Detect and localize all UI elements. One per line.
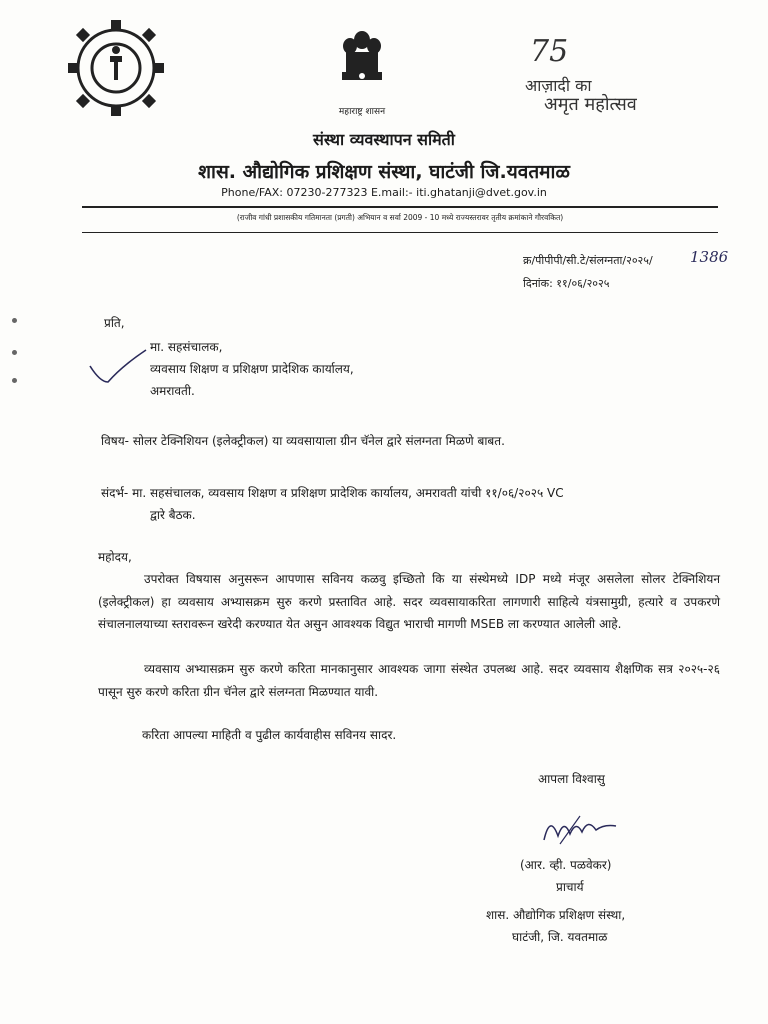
- recipient-line1: मा. सहसंचालक,: [150, 340, 223, 354]
- signatory-designation: प्राचार्य: [556, 880, 584, 894]
- azadi-text: आज़ादी का: [525, 76, 592, 95]
- contact-line: Phone/FAX: 07230-277323 E.mail:- iti.ghatanji@dvet.gov.in: [221, 186, 547, 199]
- recipient-line2: व्यवसाय शिक्षण व प्रशिक्षण प्रादेशिक कार्यालय,: [150, 362, 354, 376]
- recipient-line3: अमरावती.: [150, 384, 195, 398]
- margin-mark: [12, 350, 17, 355]
- handwritten-tick-mark: [88, 346, 148, 386]
- reference-number: क्र/पीपीपी/सी.टे/संलग्नता/२०२५/: [523, 254, 653, 267]
- emblem-caption: महाराष्ट्र शासन: [338, 107, 386, 117]
- body-paragraph-2: व्यवसाय अभ्यासक्रम सुरु करणे करिता मानकानुसार आवश्यक जागा संस्थेत उपलब्ध आहे. सदर व्यवसाय शैक्षणिक सत्र २०२५-२६ पासून सुरु करणे करिता ग्रीन चॅनेल द्वारे संलग्नता मिळण्यात यावी.: [98, 662, 720, 699]
- header-rule: [82, 206, 718, 208]
- margin-mark: [12, 378, 17, 383]
- yours-faithfully: आपला विश्वासु: [538, 772, 605, 786]
- signatory-place: घाटंजी, जि. यवतमाळ: [512, 930, 608, 944]
- letter-date: दिनांक: ११/०६/२०२५: [523, 277, 610, 290]
- handwritten-signature: [540, 808, 620, 848]
- reference-line1: संदर्भ- मा. सहसंचालक, व्यवसाय शिक्षण व प्रशिक्षण प्रादेशिक कार्यालय, अमरावती यांची ११/०६/२०२५ VC: [101, 486, 564, 500]
- margin-mark: [12, 318, 17, 323]
- subject-line: विषय- सोलर टेक्निशियन (इलेक्ट्रीकल) या व्यवसायाला ग्रीन चॅनेल द्वारे संलग्नता मिळणे बाबत.: [101, 434, 505, 448]
- award-banner: (राजीव गांधी प्रशासकीय गतिमानता (प्रगती) अभियान व सर्वा 2009 - 10 मध्ये राज्यस्तरावर तृतीय क्रमांकाने गौरवकित): [236, 213, 564, 222]
- closing-line: करिता आपल्या माहिती व पुढील कार्यवाहीस सविनय सादर.: [142, 728, 397, 742]
- amrit-mahotsav-text: अमृत महोत्सव: [544, 94, 637, 115]
- handwritten-ref-number: 1386: [690, 248, 729, 266]
- state-emblem: [332, 26, 392, 92]
- reference-line2: द्वारे बैठक.: [150, 508, 196, 522]
- org-committee-title: संस्था व्यवस्थापन समिती: [313, 130, 455, 149]
- org-institute-title: शास. औद्योगिक प्रशिक्षण संस्था, घाटंजी जि.यवतमाळ: [198, 161, 570, 183]
- salutation: महोदय,: [98, 550, 132, 564]
- signatory-org: शास. औद्योगिक प्रशिक्षण संस्था,: [486, 908, 626, 922]
- header-rule-bottom: [82, 232, 718, 233]
- iti-cog-logo: [66, 18, 166, 118]
- signatory-name: (आर. व्ही. पळवेकर): [520, 858, 612, 872]
- prati-label: प्रति,: [104, 316, 125, 330]
- azadi-75-logo: 75: [530, 34, 569, 69]
- body-paragraph-1: उपरोक्त विषयास अनुसरून आपणास सविनय कळवु इच्छितो कि या संस्थेमध्ये IDP मध्ये मंजूर असलेला सोलर टेक्निशियन (इलेक्ट्रीकल) हा व्यवसाय अभ्यासक्रम सुरु करणे प्रस्तावित आहे. सदर व्यवसायाकरिता लागणारी साहित्ये यंत्रसामुग्री, हत्यारे व उपकरणे संचालनालयाच्या स्तरावरून खरेदी करण्यात येत असुन आवश्यक विद्युत भाराची मागणी MSEB ला करण्यात आलेली आहे.: [98, 572, 720, 631]
